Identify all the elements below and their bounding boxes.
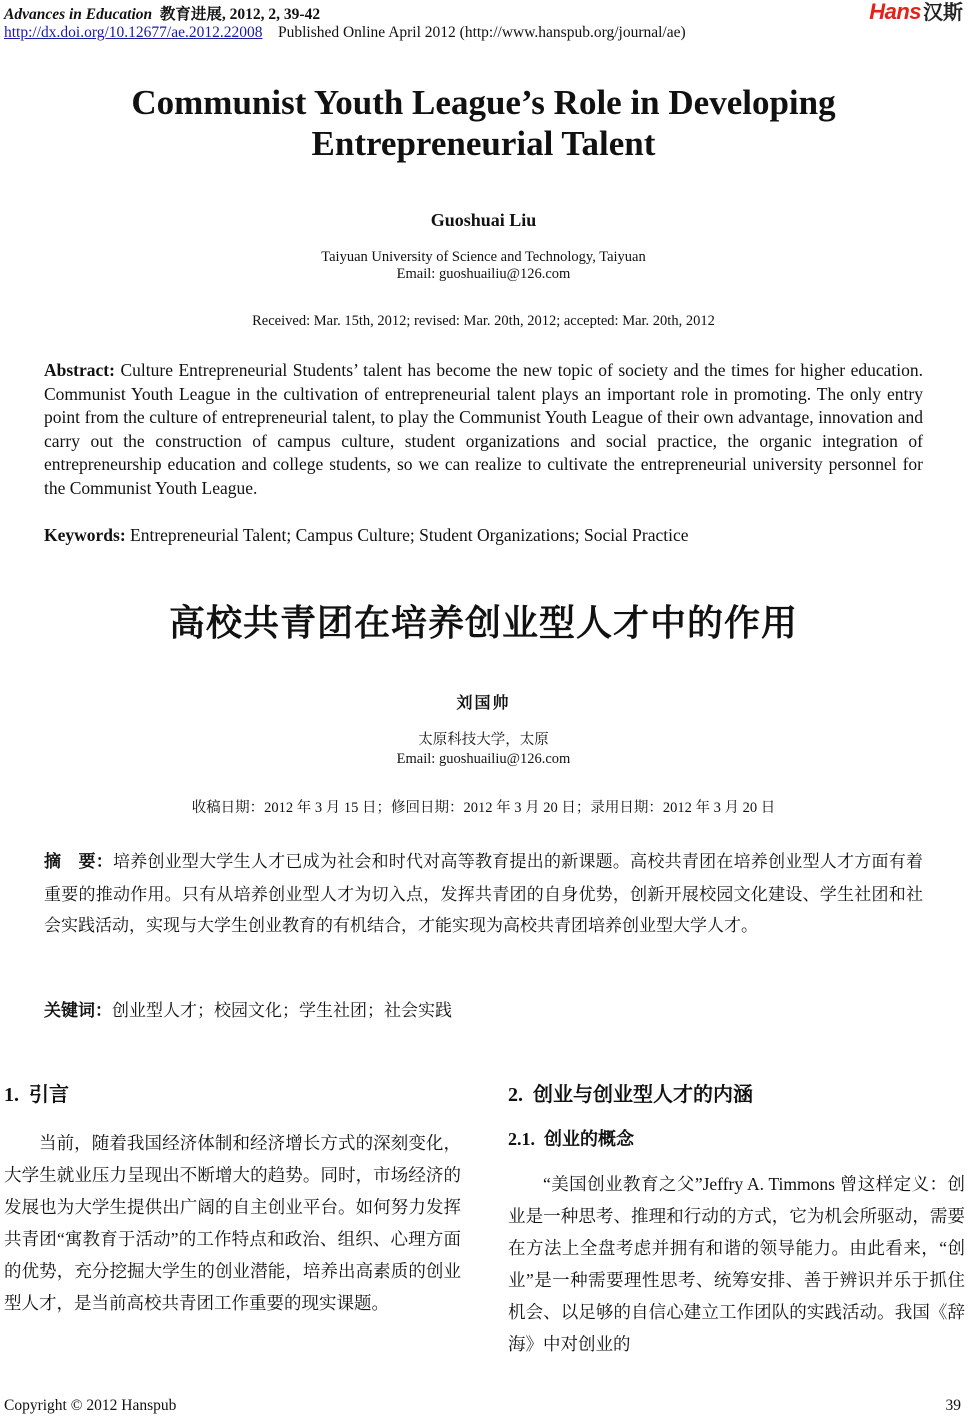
logo-cjk: 汉斯 <box>923 2 963 24</box>
abstract-text-cn: 培养创业型大学生人才已成为社会和时代对高等教育提出的新课题。高校共青团在培养创业型人才方面有着重要的推动作用。只有从培养创业型人才为切入点，发挥共青团的自身优势，创新开展校园文化建设、学生社团和社会实践活动，实现与大学生创业教育的有机结合，才能实现为高校共青团培养创业型大学人才。 <box>44 852 924 935</box>
journal-citation <box>4 2 320 24</box>
email-text: Email: guoshuailiu@126.com <box>396 266 571 282</box>
section-title: 创业与创业型人才的内涵 <box>533 1082 753 1106</box>
section-number: 2. <box>508 1084 523 1106</box>
title-line-2: Entrepreneurial Talent <box>311 124 656 163</box>
author-chinese: 刘国帅 <box>456 693 511 712</box>
keywords-text-cn: 创业型人才；校园文化；学生社团；社会实践 <box>112 1001 452 1020</box>
hans-logo <box>869 0 963 25</box>
abstract-chinese <box>44 846 923 942</box>
journal-name-en: Advances in Education <box>4 6 153 23</box>
subsection-number: 2.1. <box>508 1129 535 1149</box>
footer-copyright: Copyright © 2012 Hanspub <box>4 1397 177 1414</box>
section-2-heading <box>508 1078 965 1111</box>
affiliation-chinese <box>0 731 967 769</box>
title-line-1: Communist Youth League’s Role in Developing <box>131 83 836 122</box>
abstract-english <box>44 359 923 500</box>
publication-line <box>4 24 686 42</box>
column-right <box>508 1078 965 1360</box>
affiliation-text-cn: 太原科技大学，太原 <box>418 732 549 748</box>
title-english <box>0 82 967 164</box>
section-title: 引言 <box>29 1082 69 1106</box>
affiliation-english <box>0 249 967 283</box>
keywords-label: Keywords: <box>44 525 126 545</box>
journal-name-cn: 教育进展 <box>159 6 222 23</box>
logo-latin: Hans <box>869 0 921 24</box>
section-1-paragraph: 当前，随着我国经济体制和经济增长方式的深刻变化，大学生就业压力呈现出不断增大的趋势。同时，市场经济的发展也为大学生提供出广阔的自主创业平台。如何努力发挥共青团“寓教育于活动”的工作特点和政治、组织、心理方面的优势，充分挖掘大学生的创业潜能，培养出高素质的创业型人才，是当前高校共青团工作重要的现实课题。 <box>4 1133 461 1313</box>
keywords-chinese <box>44 996 452 1021</box>
email-text-cn: Email: guoshuailiu@126.com <box>396 751 571 767</box>
author-english: Guoshuai Liu <box>430 210 537 230</box>
section-number: 1. <box>4 1084 19 1106</box>
abstract-label: Abstract: <box>44 360 115 380</box>
keywords-label-cn: 关键词： <box>44 1001 112 1021</box>
title-chinese: 高校共青团在培养创业型人才中的作用 <box>168 603 798 644</box>
section-1-heading <box>4 1078 461 1111</box>
received-dates-english: Received: Mar. 15th, 2012; revised: Mar. 20th, 2012; accepted: Mar. 20th, 2012 <box>252 313 715 329</box>
subsection-title: 创业的概念 <box>544 1129 634 1150</box>
column-left <box>4 1078 461 1319</box>
received-dates-chinese: 收稿日期：2012 年 3 月 15 日；修回日期：2012 年 3 月 20 日；录用日期：2012 年 3 月 20 日 <box>191 800 776 816</box>
section-2-1-paragraph: “美国创业教育之父”Jeffry A. Timmons 曾这样定义：创业是一种思考、推理和行动的方式，它为机会所驱动，需要在方法上全盘考虑并拥有和谐的领导能力。由此看来，“创业”是一种需要理性思考、统筹安排、善于辨识并乐于抓住机会、以足够的自信心建立工作团队的实践活动。我国《辞海》中对创业的 <box>508 1174 965 1354</box>
abstract-label-cn: 摘 要： <box>44 852 113 872</box>
doi-link[interactable]: http://dx.doi.org/10.12677/ae.2012.22008 <box>4 24 263 41</box>
affiliation-text: Taiyuan University of Science and Technology, Taiyuan <box>321 249 646 265</box>
citation-info: , 2012, 2, 39-42 <box>221 6 321 23</box>
keywords-text: Entrepreneurial Talent; Campus Culture; Student Organizations; Social Practice <box>130 525 689 545</box>
subsection-2-1-heading <box>508 1123 965 1156</box>
published-online: Published Online April 2012 (http://www.hanspub.org/journal/ae) <box>277 24 686 41</box>
page-number: 39 <box>945 1397 961 1414</box>
abstract-text: Culture Entrepreneurial Students’ talent has become the new topic of society and the times for higher education. Communist Youth League in the cultivation of entrepreneurial talent plays an important role in promoting. The only entry point from the culture of entrepreneurial talent, to play the Communist Youth League of their own advantage, innovation and carry out the construction of campus culture, student organizations and social practice, the organic integration of entrepreneurship education and college students, so we can realize to cultivate the entrepreneurial university personnel for the Communist Youth League. <box>44 360 924 498</box>
keywords-english <box>44 525 689 546</box>
